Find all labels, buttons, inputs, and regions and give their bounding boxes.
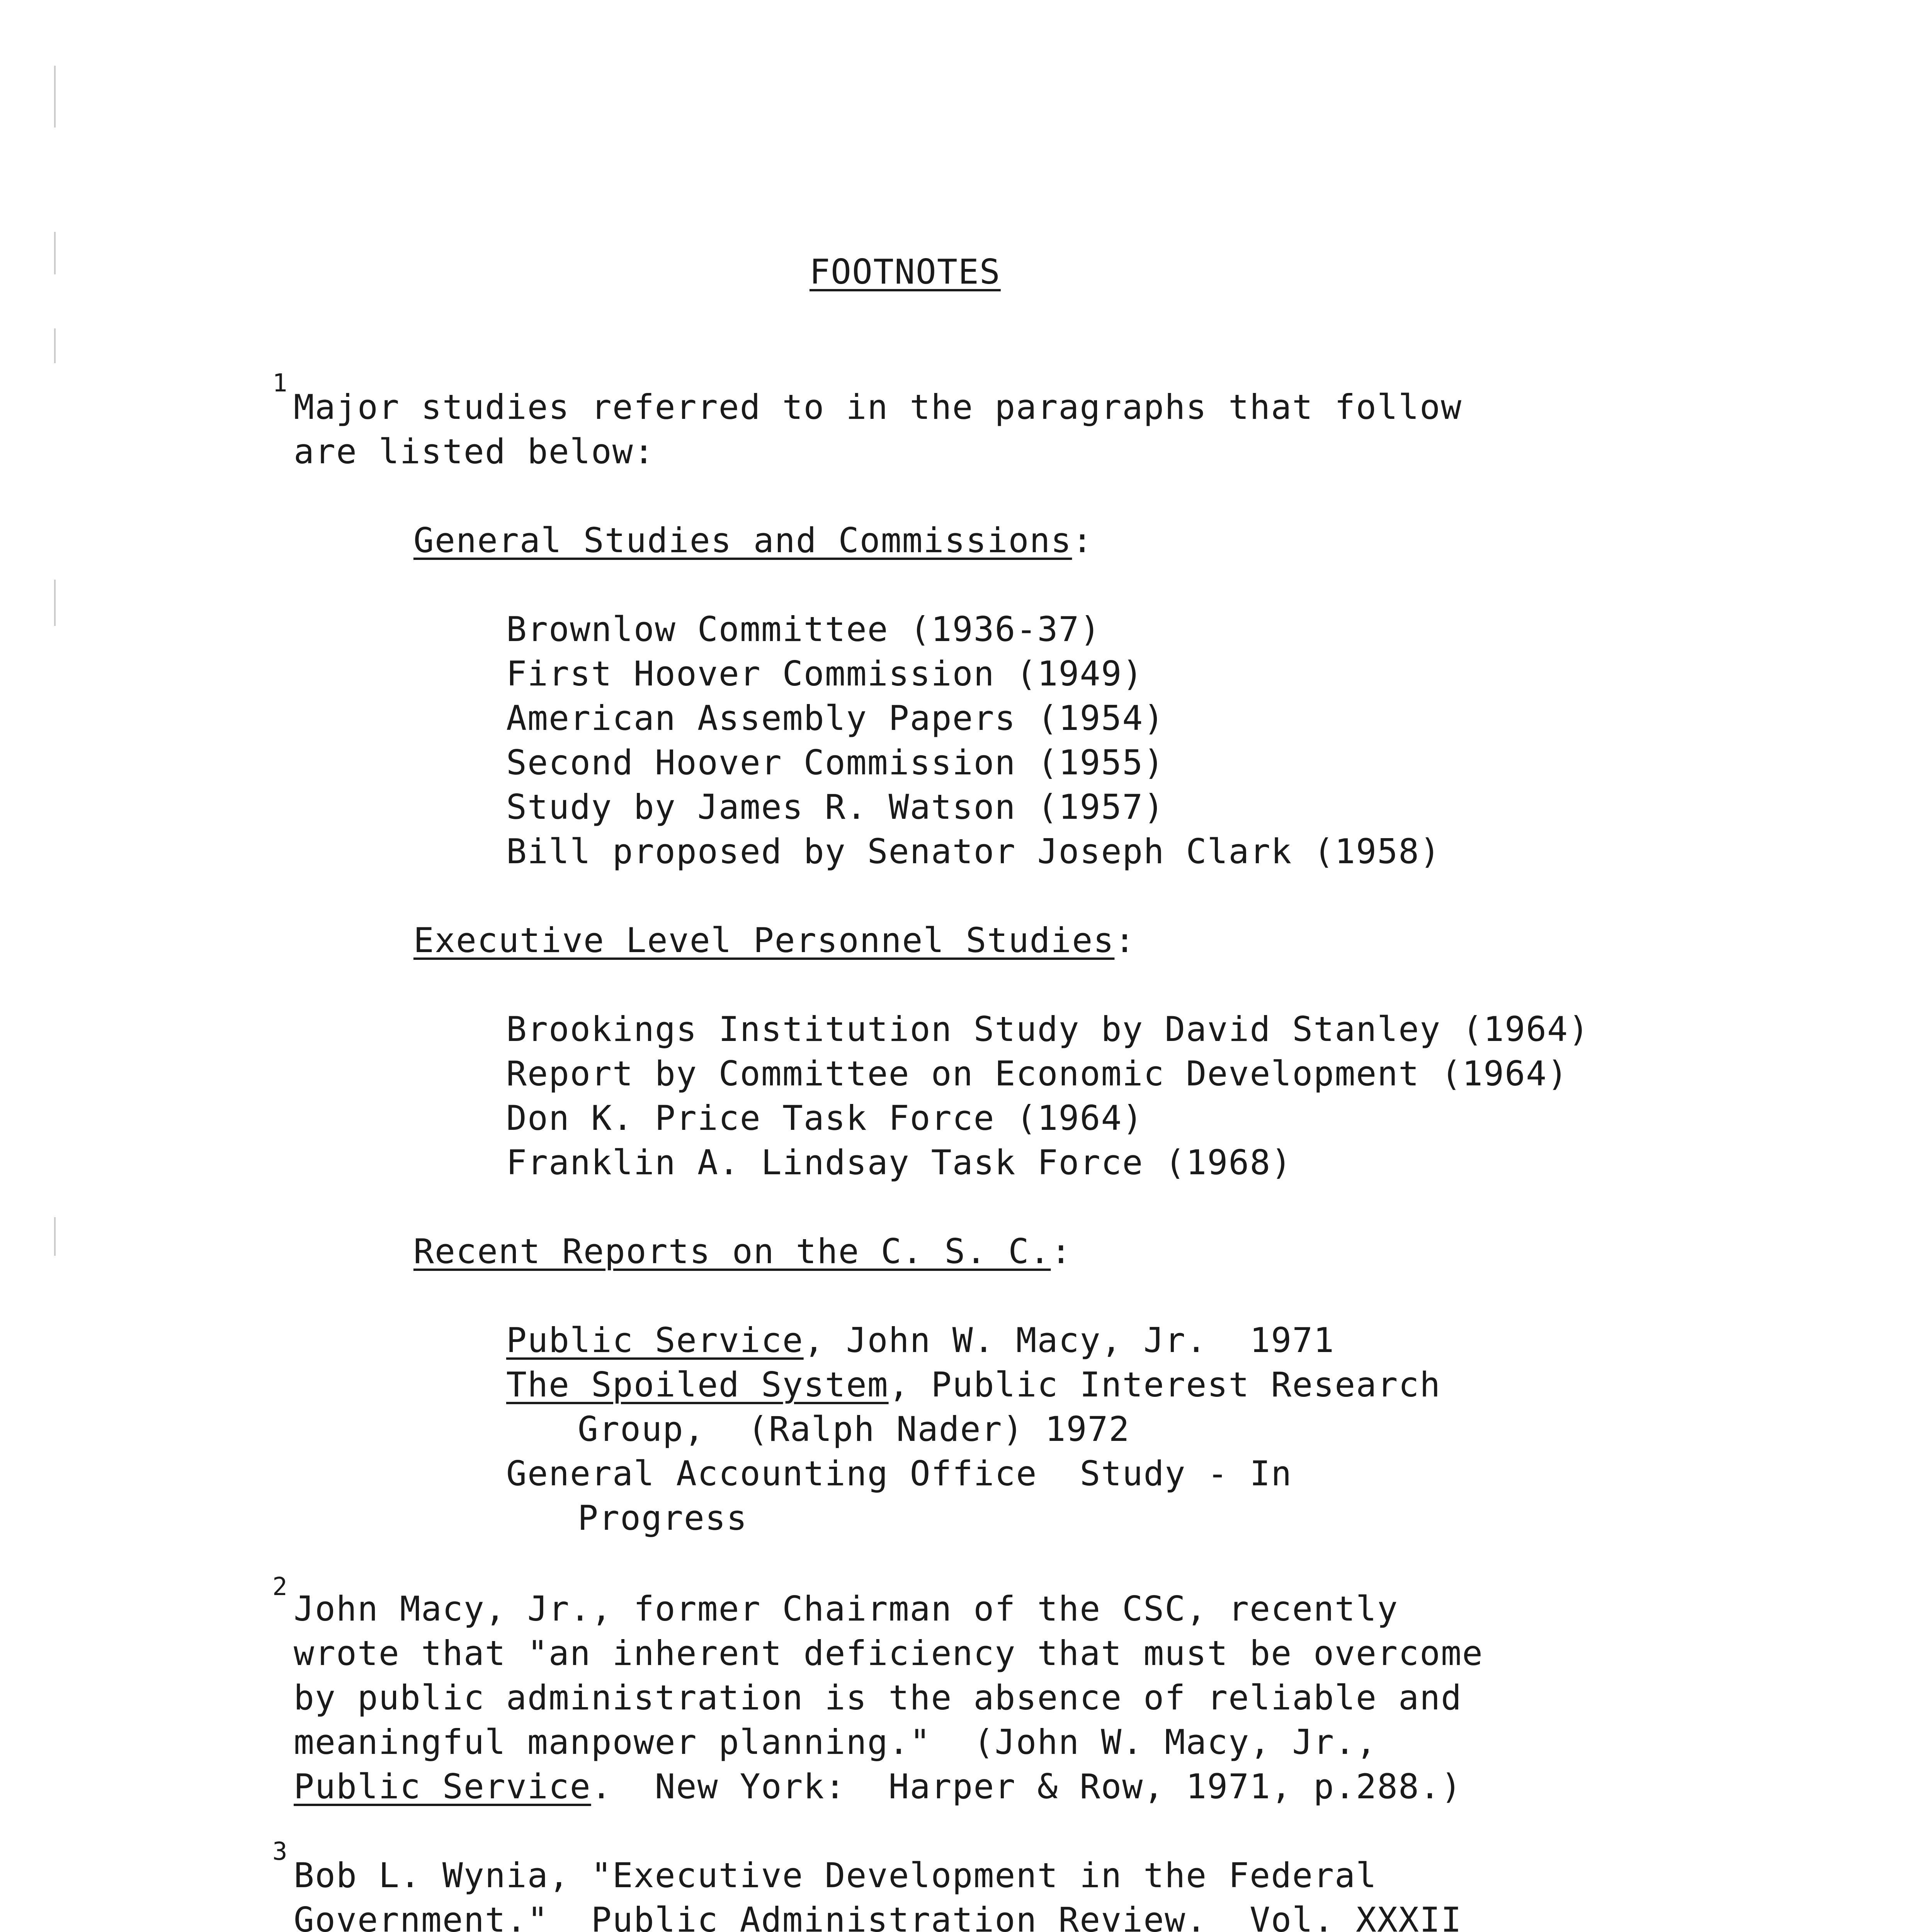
footnote-number: 1 xyxy=(272,369,287,398)
footnote-3-line: Government." Public Administration Review. Vol. XXXII xyxy=(294,1900,1462,1932)
footnote-number: 3 xyxy=(272,1837,287,1866)
section-heading: Executive Level Personnel Studies: xyxy=(413,920,1136,960)
study-item: Study by James R. Watson (1957) xyxy=(506,787,1165,827)
footnote-number: 2 xyxy=(272,1573,287,1601)
section-heading: Recent Reports on the C. S. C.: xyxy=(413,1231,1072,1271)
scan-mark xyxy=(54,66,56,128)
report-item: Public Service, John W. Macy, Jr. 1971 xyxy=(506,1320,1335,1360)
report-item: The Spoiled System, Public Interest Research xyxy=(506,1365,1441,1405)
study-item: Franklin A. Lindsay Task Force (1968) xyxy=(506,1143,1293,1182)
section-heading: General Studies and Commissions: xyxy=(413,520,1094,560)
scan-mark xyxy=(54,328,56,363)
report-item: General Accounting Office Study - In xyxy=(506,1454,1293,1493)
footnote-2-line: John Macy, Jr., former Chairman of the CSC, recently xyxy=(294,1589,1398,1629)
footnote-1-line: are listed below: xyxy=(294,432,655,471)
page-title: FOOTNOTES xyxy=(810,252,1001,292)
study-item: Bill proposed by Senator Joseph Clark (1958) xyxy=(506,832,1441,871)
study-item: Brookings Institution Study by David Stanley (1964) xyxy=(506,1009,1590,1049)
study-item: Report by Committee on Economic Development (1964) xyxy=(506,1054,1569,1094)
study-item: First Hoover Commission (1949) xyxy=(506,654,1144,694)
report-item-continuation: Group, (Ralph Nader) 1972 xyxy=(578,1409,1130,1449)
footnote-1-line: Major studies referred to in the paragraphs that follow xyxy=(294,387,1462,427)
footnote-2-line: by public administration is the absence of reliable and xyxy=(294,1678,1462,1718)
study-item: Second Hoover Commission (1955) xyxy=(506,743,1165,782)
footnote-2-line: wrote that "an inherent deficiency that must be overcome xyxy=(294,1633,1483,1673)
scan-mark xyxy=(54,580,56,626)
study-item: Brownlow Committee (1936-37) xyxy=(506,609,1101,649)
scan-mark xyxy=(54,232,56,274)
study-item: Don K. Price Task Force (1964) xyxy=(506,1098,1144,1138)
report-item-continuation: Progress xyxy=(578,1498,748,1538)
footnote-2-line: Public Service. New York: Harper & Row, 1971, p.288.) xyxy=(294,1767,1462,1806)
footnote-3-line: Bob L. Wynia, "Executive Development in the Federal xyxy=(294,1855,1378,1895)
scan-mark xyxy=(54,1217,56,1256)
study-item: American Assembly Papers (1954) xyxy=(506,698,1165,738)
footnote-2-line: meaningful manpower planning." (John W. Macy, Jr., xyxy=(294,1722,1378,1762)
